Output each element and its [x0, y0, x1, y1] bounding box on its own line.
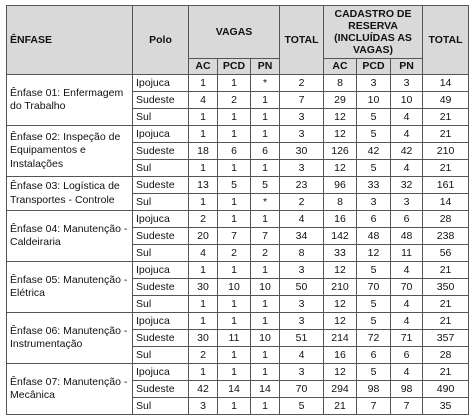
reserva-ac-cell: 8 [324, 194, 357, 211]
reserva-total-cell: 35 [423, 398, 469, 415]
polo-cell: Sudeste [133, 381, 189, 398]
header-total: TOTAL [280, 6, 324, 75]
reserva-pcd-cell: 7 [357, 398, 391, 415]
vagas-pcd-cell: 1 [218, 347, 251, 364]
header-vagas-pn: PN [251, 59, 280, 75]
vagas-ac-cell: 18 [189, 143, 218, 160]
vagas-pn-cell: 1 [251, 296, 280, 313]
vagas-ac-cell: 13 [189, 177, 218, 194]
reserva-pcd-cell: 6 [357, 211, 391, 228]
vagas-pn-cell: * [251, 194, 280, 211]
vagas-pn-cell: 1 [251, 109, 280, 126]
reserva-pn-cell: 48 [391, 228, 423, 245]
vagas-ac-cell: 20 [189, 228, 218, 245]
header-reserva-ac: AC [324, 59, 357, 75]
vagas-pcd-cell: 5 [218, 177, 251, 194]
reserva-total-cell: 350 [423, 279, 469, 296]
vagas-ac-cell: 2 [189, 211, 218, 228]
polo-cell: Sul [133, 296, 189, 313]
reserva-pcd-cell: 5 [357, 296, 391, 313]
polo-cell: Sul [133, 194, 189, 211]
enfase-cell: Ênfase 07: Manutenção - Mecânica [7, 364, 133, 415]
header-vagas-ac: AC [189, 59, 218, 75]
header-total-reserva: TOTAL [423, 6, 469, 75]
vagas-total-cell: 3 [280, 296, 324, 313]
reserva-pn-cell: 6 [391, 211, 423, 228]
reserva-ac-cell: 142 [324, 228, 357, 245]
reserva-pcd-cell: 5 [357, 109, 391, 126]
polo-cell: Sudeste [133, 228, 189, 245]
vagas-pn-cell: 1 [251, 313, 280, 330]
enfase-cell: Ênfase 01: Enfermagem do Trabalho [7, 75, 133, 126]
reserva-ac-cell: 12 [324, 364, 357, 381]
reserva-pn-cell: 70 [391, 279, 423, 296]
vagas-ac-cell: 1 [189, 75, 218, 92]
vagas-total-cell: 5 [280, 398, 324, 415]
vagas-ac-cell: 1 [189, 262, 218, 279]
reserva-total-cell: 28 [423, 211, 469, 228]
reserva-total-cell: 21 [423, 126, 469, 143]
vagas-pn-cell: 1 [251, 347, 280, 364]
reserva-total-cell: 14 [423, 194, 469, 211]
vagas-pn-cell: 1 [251, 160, 280, 177]
table-row [7, 211, 469, 228]
header-vagas-pcd: PCD [218, 59, 251, 75]
vagas-total-cell: 7 [280, 92, 324, 109]
reserva-total-cell: 161 [423, 177, 469, 194]
vagas-total-cell: 30 [280, 143, 324, 160]
reserva-ac-cell: 210 [324, 279, 357, 296]
polo-cell: Sudeste [133, 92, 189, 109]
reserva-total-cell: 357 [423, 330, 469, 347]
vagas-ac-cell: 30 [189, 279, 218, 296]
vagas-total-cell: 23 [280, 177, 324, 194]
vagas-table [6, 5, 469, 415]
polo-cell: Sul [133, 398, 189, 415]
table-row [7, 313, 469, 330]
reserva-ac-cell: 33 [324, 245, 357, 262]
vagas-ac-cell: 30 [189, 330, 218, 347]
vagas-pcd-cell: 1 [218, 194, 251, 211]
vagas-ac-cell: 2 [189, 347, 218, 364]
reserva-pn-cell: 10 [391, 92, 423, 109]
vagas-pcd-cell: 10 [218, 279, 251, 296]
reserva-pn-cell: 4 [391, 262, 423, 279]
reserva-pn-cell: 4 [391, 296, 423, 313]
vagas-pn-cell: 2 [251, 245, 280, 262]
vagas-total-cell: 3 [280, 313, 324, 330]
vagas-pcd-cell: 2 [218, 245, 251, 262]
reserva-total-cell: 490 [423, 381, 469, 398]
enfase-cell: Ênfase 03: Logística de Transportes - Controle [7, 177, 133, 211]
vagas-total-cell: 4 [280, 347, 324, 364]
vagas-pcd-cell: 2 [218, 92, 251, 109]
reserva-pcd-cell: 6 [357, 347, 391, 364]
reserva-ac-cell: 294 [324, 381, 357, 398]
vagas-pn-cell: 1 [251, 262, 280, 279]
reserva-pn-cell: 71 [391, 330, 423, 347]
vagas-ac-cell: 1 [189, 364, 218, 381]
reserva-pcd-cell: 5 [357, 160, 391, 177]
header-vagas: VAGAS [189, 6, 280, 59]
vagas-ac-cell: 1 [189, 313, 218, 330]
polo-cell: Sudeste [133, 143, 189, 160]
vagas-pcd-cell: 1 [218, 262, 251, 279]
reserva-pcd-cell: 12 [357, 245, 391, 262]
reserva-pcd-cell: 98 [357, 381, 391, 398]
vagas-pn-cell: 14 [251, 381, 280, 398]
polo-cell: Sul [133, 347, 189, 364]
reserva-pn-cell: 11 [391, 245, 423, 262]
reserva-pn-cell: 98 [391, 381, 423, 398]
vagas-pn-cell: 10 [251, 330, 280, 347]
vagas-total-cell: 50 [280, 279, 324, 296]
reserva-pn-cell: 4 [391, 364, 423, 381]
reserva-pcd-cell: 3 [357, 75, 391, 92]
vagas-pcd-cell: 6 [218, 143, 251, 160]
vagas-total-cell: 2 [280, 75, 324, 92]
vagas-ac-cell: 4 [189, 245, 218, 262]
enfase-cell: Ênfase 04: Manutenção - Caldeiraria [7, 211, 133, 262]
header-enfase: ÊNFASE [7, 6, 133, 75]
reserva-pcd-cell: 48 [357, 228, 391, 245]
reserva-ac-cell: 12 [324, 296, 357, 313]
reserva-pn-cell: 4 [391, 313, 423, 330]
reserva-pcd-cell: 10 [357, 92, 391, 109]
polo-cell: Sul [133, 109, 189, 126]
vagas-ac-cell: 1 [189, 126, 218, 143]
vagas-pcd-cell: 1 [218, 160, 251, 177]
vagas-pn-cell: 1 [251, 92, 280, 109]
vagas-pcd-cell: 1 [218, 211, 251, 228]
reserva-pcd-cell: 5 [357, 313, 391, 330]
vagas-pn-cell: 1 [251, 398, 280, 415]
reserva-total-cell: 210 [423, 143, 469, 160]
reserva-pn-cell: 6 [391, 347, 423, 364]
vagas-ac-cell: 1 [189, 194, 218, 211]
polo-cell: Ipojuca [133, 262, 189, 279]
reserva-pn-cell: 42 [391, 143, 423, 160]
reserva-ac-cell: 12 [324, 160, 357, 177]
vagas-pn-cell: 10 [251, 279, 280, 296]
reserva-pn-cell: 4 [391, 160, 423, 177]
vagas-pn-cell: 1 [251, 126, 280, 143]
enfase-cell: Ênfase 05: Manutenção - Elétrica [7, 262, 133, 313]
vagas-pn-cell: 7 [251, 228, 280, 245]
reserva-pcd-cell: 3 [357, 194, 391, 211]
vagas-pcd-cell: 11 [218, 330, 251, 347]
reserva-ac-cell: 21 [324, 398, 357, 415]
reserva-ac-cell: 12 [324, 313, 357, 330]
reserva-total-cell: 21 [423, 296, 469, 313]
polo-cell: Sudeste [133, 330, 189, 347]
vagas-ac-cell: 1 [189, 109, 218, 126]
reserva-total-cell: 21 [423, 364, 469, 381]
reserva-ac-cell: 214 [324, 330, 357, 347]
vagas-pcd-cell: 1 [218, 364, 251, 381]
table-row [7, 177, 469, 194]
vagas-pcd-cell: 1 [218, 296, 251, 313]
reserva-total-cell: 21 [423, 262, 469, 279]
vagas-total-cell: 70 [280, 381, 324, 398]
vagas-pn-cell: 1 [251, 211, 280, 228]
reserva-pcd-cell: 5 [357, 364, 391, 381]
header-reserva-pn: PN [391, 59, 423, 75]
reserva-total-cell: 21 [423, 109, 469, 126]
reserva-pcd-cell: 72 [357, 330, 391, 347]
reserva-pcd-cell: 5 [357, 262, 391, 279]
vagas-total-cell: 3 [280, 126, 324, 143]
vagas-pn-cell: * [251, 75, 280, 92]
reserva-pn-cell: 3 [391, 194, 423, 211]
reserva-total-cell: 56 [423, 245, 469, 262]
reserva-ac-cell: 96 [324, 177, 357, 194]
polo-cell: Ipojuca [133, 211, 189, 228]
reserva-ac-cell: 8 [324, 75, 357, 92]
vagas-total-cell: 51 [280, 330, 324, 347]
reserva-pcd-cell: 42 [357, 143, 391, 160]
vagas-ac-cell: 42 [189, 381, 218, 398]
reserva-ac-cell: 12 [324, 262, 357, 279]
reserva-pn-cell: 3 [391, 75, 423, 92]
polo-cell: Sudeste [133, 177, 189, 194]
vagas-total-cell: 3 [280, 262, 324, 279]
reserva-ac-cell: 12 [324, 126, 357, 143]
reserva-ac-cell: 126 [324, 143, 357, 160]
polo-cell: Sul [133, 245, 189, 262]
table-row [7, 75, 469, 92]
vagas-pcd-cell: 1 [218, 109, 251, 126]
vagas-pcd-cell: 1 [218, 398, 251, 415]
vagas-pcd-cell: 1 [218, 75, 251, 92]
vagas-ac-cell: 1 [189, 160, 218, 177]
table-row [7, 262, 469, 279]
table-row [7, 126, 469, 143]
reserva-pn-cell: 7 [391, 398, 423, 415]
vagas-total-cell: 34 [280, 228, 324, 245]
reserva-total-cell: 21 [423, 160, 469, 177]
reserva-total-cell: 49 [423, 92, 469, 109]
polo-cell: Ipojuca [133, 364, 189, 381]
reserva-pcd-cell: 5 [357, 126, 391, 143]
reserva-total-cell: 14 [423, 75, 469, 92]
reserva-ac-cell: 16 [324, 211, 357, 228]
polo-cell: Ipojuca [133, 126, 189, 143]
reserva-ac-cell: 29 [324, 92, 357, 109]
vagas-ac-cell: 4 [189, 92, 218, 109]
vagas-total-cell: 3 [280, 160, 324, 177]
polo-cell: Sul [133, 160, 189, 177]
vagas-ac-cell: 1 [189, 296, 218, 313]
header-reserva-pcd: PCD [357, 59, 391, 75]
vagas-pcd-cell: 1 [218, 313, 251, 330]
table-row [7, 364, 469, 381]
reserva-pcd-cell: 33 [357, 177, 391, 194]
header-cadastro-reserva: CADASTRO DE RESERVA (INCLUÍDAS AS VAGAS) [324, 6, 423, 59]
reserva-ac-cell: 16 [324, 347, 357, 364]
vagas-pn-cell: 1 [251, 364, 280, 381]
vagas-pcd-cell: 14 [218, 381, 251, 398]
enfase-cell: Ênfase 06: Manutenção - Instrumentação [7, 313, 133, 364]
reserva-total-cell: 21 [423, 313, 469, 330]
polo-cell: Ipojuca [133, 75, 189, 92]
reserva-ac-cell: 12 [324, 109, 357, 126]
vagas-total-cell: 3 [280, 109, 324, 126]
vagas-pcd-cell: 1 [218, 126, 251, 143]
vagas-total-cell: 4 [280, 211, 324, 228]
reserva-total-cell: 238 [423, 228, 469, 245]
vagas-total-cell: 8 [280, 245, 324, 262]
reserva-total-cell: 28 [423, 347, 469, 364]
enfase-cell: Ênfase 02: Inspeção de Equipamentos e Instalações [7, 126, 133, 177]
vagas-pn-cell: 6 [251, 143, 280, 160]
table-body [7, 75, 469, 415]
polo-cell: Sudeste [133, 279, 189, 296]
reserva-pcd-cell: 70 [357, 279, 391, 296]
reserva-pn-cell: 32 [391, 177, 423, 194]
vagas-pn-cell: 5 [251, 177, 280, 194]
vagas-total-cell: 2 [280, 194, 324, 211]
reserva-pn-cell: 4 [391, 126, 423, 143]
reserva-pn-cell: 4 [391, 109, 423, 126]
vagas-pcd-cell: 7 [218, 228, 251, 245]
vagas-total-cell: 3 [280, 364, 324, 381]
vagas-ac-cell: 3 [189, 398, 218, 415]
polo-cell: Ipojuca [133, 313, 189, 330]
header-polo: Polo [133, 6, 189, 75]
